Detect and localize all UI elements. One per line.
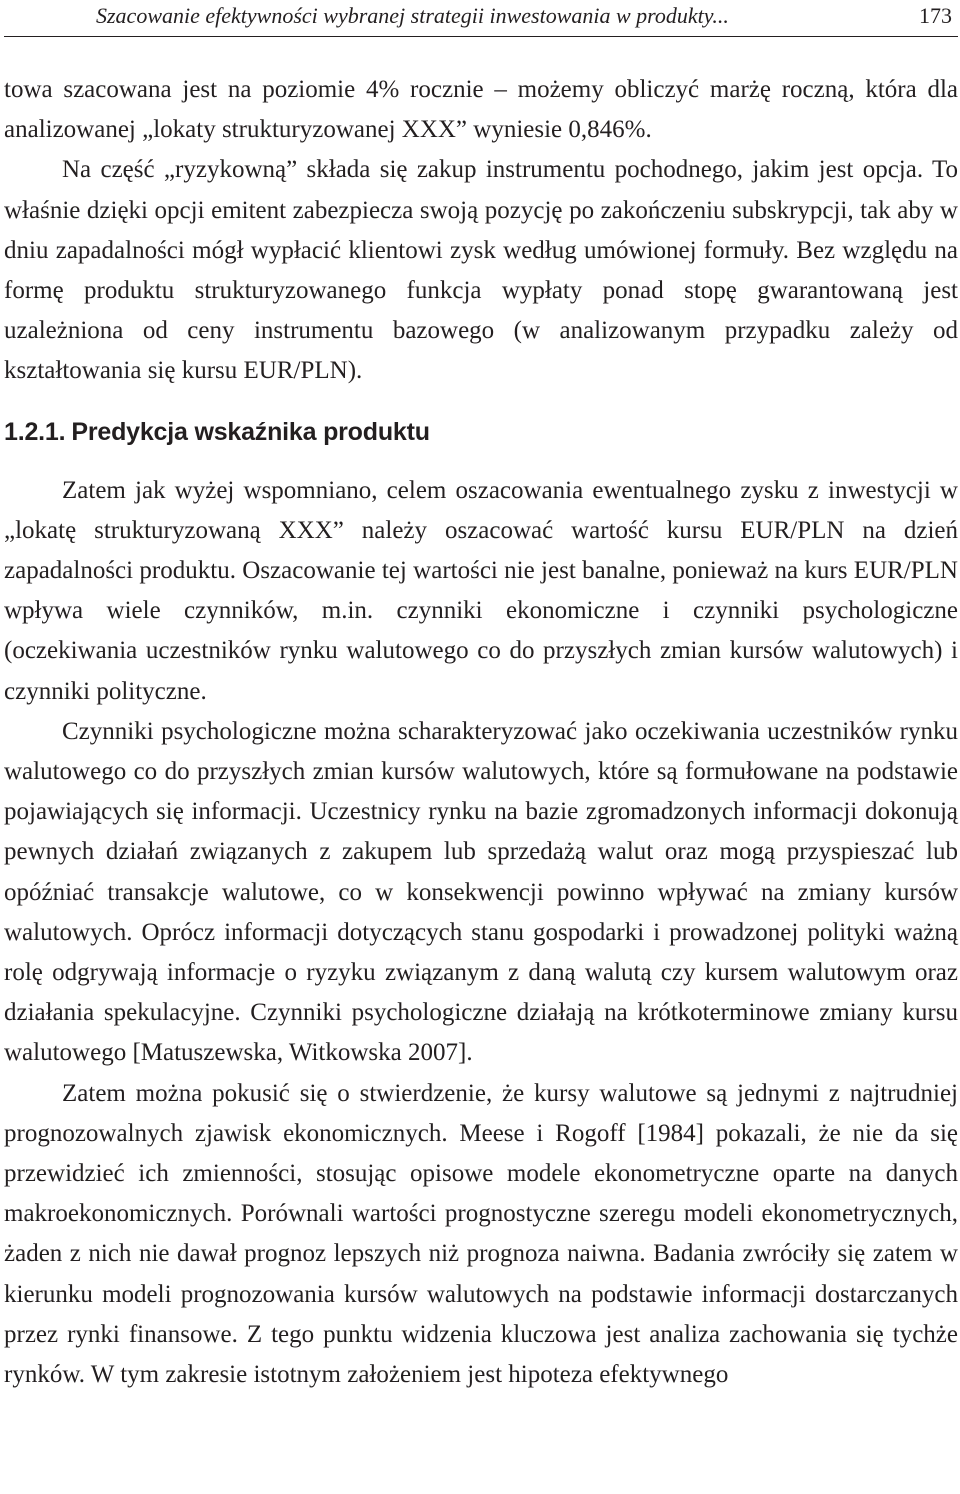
paragraph: Czynniki psychologiczne można scharakteryzować jako oczekiwania uczestników rynku walutowego co do przyszłych zmian kursów walutowych, które są formułowane na podstawie pojawiających się informacji. Uczestnicy rynku na bazie zgromadzonych informacji dokonują pewnych działań związanych z zakupem lub sprzedażą walut oraz mogą przyspieszać lub opóźniać transakcje walutowe, co w konsekwencji powinno wpływać na zmiany kursów walutowych. Oprócz informacji dotyczących stanu gospodarki i prowadzonej polityki ważną rolę odgrywają informacje o ryzyku związanym z daną walutą czy kursem walutowym oraz działania spekulacyjne. Czynniki psychologiczne działają na krótkoterminowe zmiany kursu walutowego [Matuszewska, Witkowska 2007].: [4, 717, 958, 1067]
paragraph: towa szacowana jest na poziomie 4% rocznie – możemy obliczyć marżę roczną, która dla analizowanej „lokaty strukturyzowanej XXX” wyniesie 0,846%.: [4, 76, 958, 144]
body-text: [4, 37, 958, 1395]
paragraph: Zatem można pokusić się o stwierdzenie, że kursy walutowe są jednymi z najtrudniej prognozowalnych zjawisk ekonomicznych. Meese i Rogoff [1984] pokazali, że nie da się przewidzieć ich zmienności, stosując opisowe modele ekonometryczne oparte na danych makroekonomicznych. Porównali wartości prognostyczne szeregu modeli ekonometrycznych, żaden z nich nie dawał prognoz lepszych niż prognoza naiwna. Badania zwróciły się zatem w kierunku modeli prognozowania kursów walutowych na podstawie informacji dostarczanych przez rynki finansowe. Z tego punktu widzenia kluczowa jest analiza zachowania się tychże rynków. W tym zakresie istotnym założeniem jest hipoteza efektywnego: [4, 1079, 958, 1389]
paragraph: Na część „ryzykowną” składa się zakup instrumentu pochodnego, jakim jest opcja. To właśnie dzięki opcji emitent zabezpiecza swoją pozycję po zakończeniu subskrypcji, tak aby w dniu zapadalności mógł wypłacić klientowi zysk według umówionej formuły. Bez względu na formę produktu strukturyzowanego funkcja wypłaty ponad stopę gwarantowaną jest uzależniona od ceny instrumentu bazowego (w analizowanym przypadku zależy od kształtowania się kursu EUR/PLN).: [4, 156, 958, 385]
section-title: Predykcja wskaźnika produktu: [71, 417, 430, 446]
section-heading: [4, 412, 958, 452]
section-number: 1.2.1.: [4, 417, 66, 446]
running-header-title: Szacowanie efektywności wybranej strategii inwestowania w produkty...: [96, 3, 729, 28]
page-number: 173: [919, 3, 952, 28]
paragraph: Zatem jak wyżej wspomniano, celem oszacowania ewentualnego zysku z inwestycji w „lokatę strukturyzowaną XXX” należy oszacować wartość kursu EUR/PLN na dzień zapadalności produktu. Oszacowanie tej wartości nie jest banalne, ponieważ na kurs EUR/PLN wpływa wiele czynników, m.in. czynniki ekonomiczne i czynniki psychologiczne (oczekiwania uczestników rynku walutowego co do przyszłych zmian kursów walutowych) i czynniki polityczne.: [4, 476, 958, 705]
running-header: [4, 0, 958, 37]
